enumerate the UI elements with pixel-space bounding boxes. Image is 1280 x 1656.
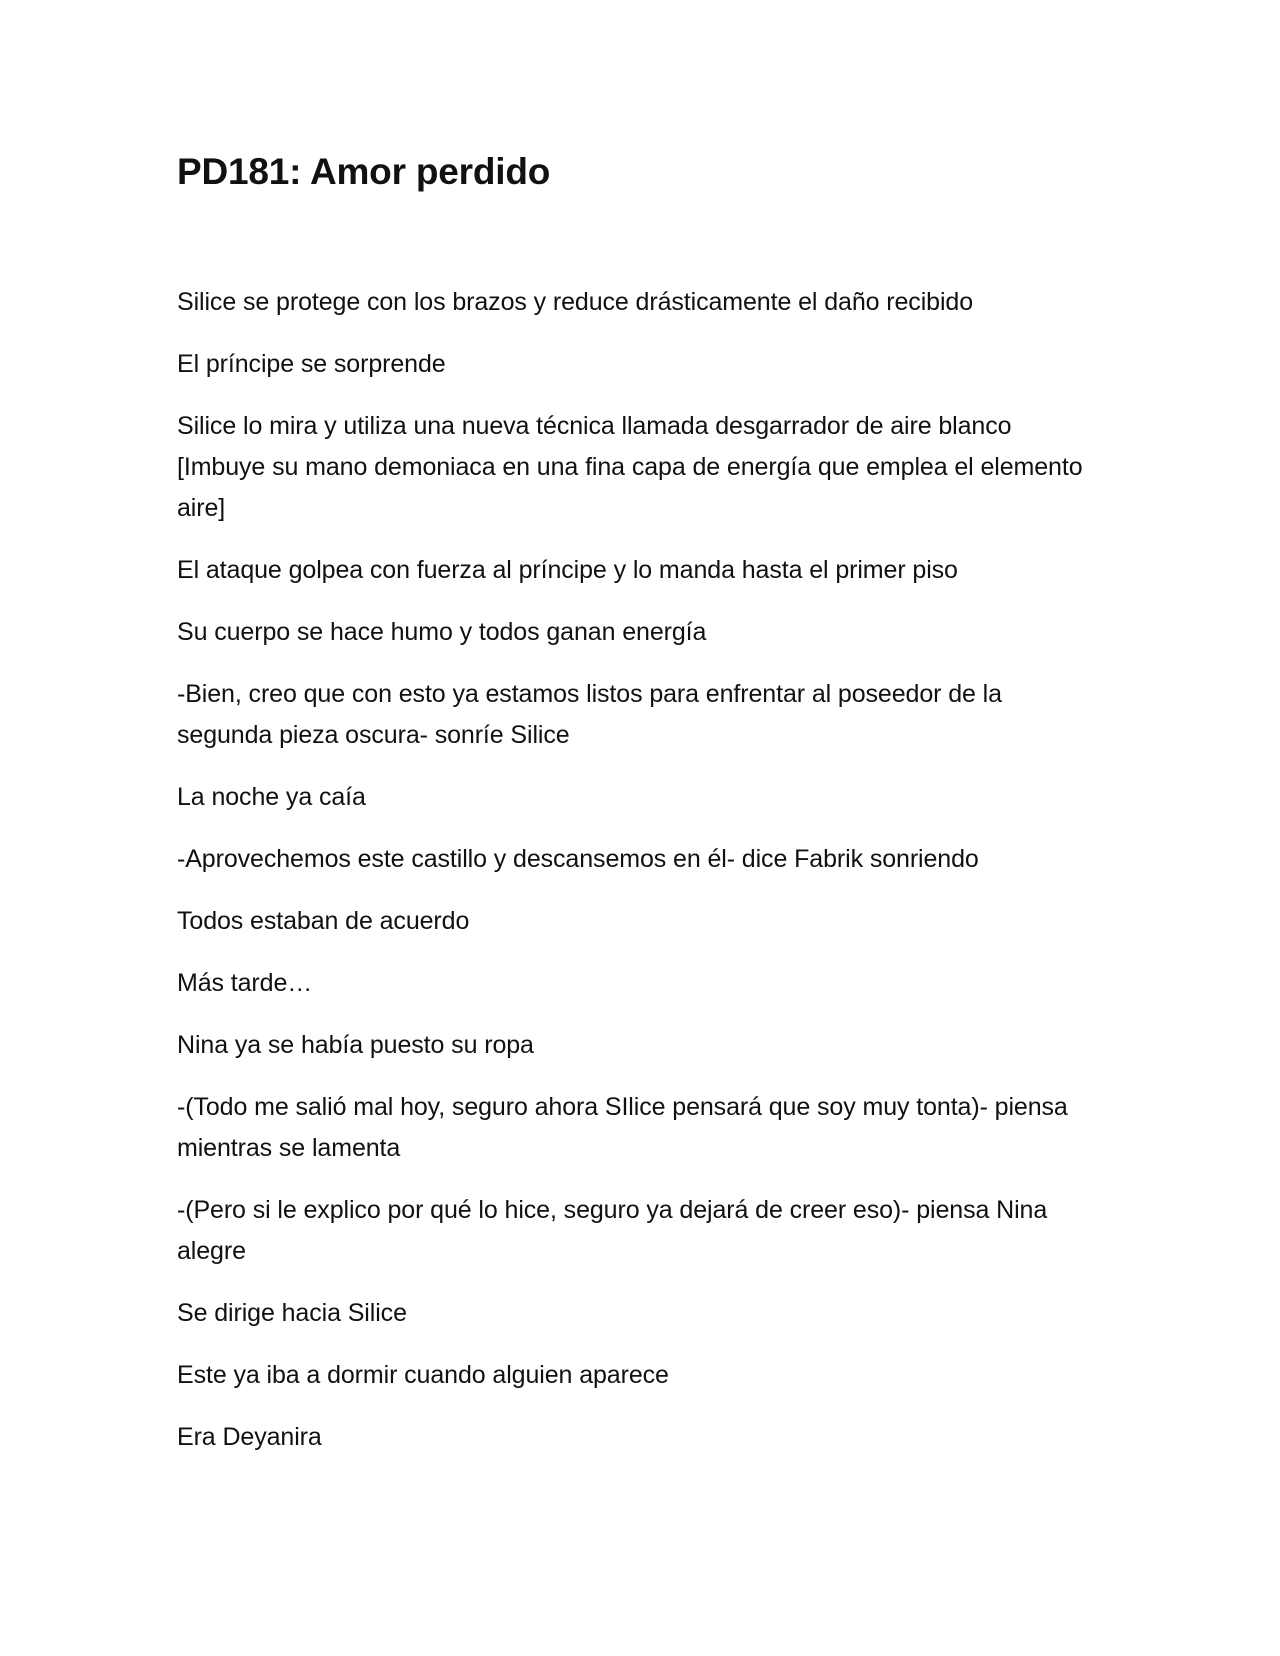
paragraph: -Aprovechemos este castillo y descansemos en él- dice Fabrik sonriendo bbox=[177, 845, 979, 873]
paragraph: Era Deyanira bbox=[177, 1423, 322, 1451]
paragraph: Nina ya se había puesto su ropa bbox=[177, 1031, 534, 1059]
paragraph: El ataque golpea con fuerza al príncipe y lo manda hasta el primer piso bbox=[177, 556, 958, 584]
paragraph: Todos estaban de acuerdo bbox=[177, 907, 470, 935]
document-body bbox=[177, 148, 1097, 1479]
paragraph: -Bien, creo que con esto ya estamos listos para enfrentar al poseedor de la segunda pieza oscura- sonríe Silice bbox=[177, 680, 1002, 749]
paragraph: -(Todo me salió mal hoy, seguro ahora SIlice pensará que soy muy tonta)- piensa mientras se lamenta bbox=[177, 1093, 1068, 1162]
paragraph: La noche ya caía bbox=[177, 783, 366, 811]
paragraph: Este ya iba a dormir cuando alguien aparece bbox=[177, 1361, 669, 1389]
paragraph: Su cuerpo se hace humo y todos ganan energía bbox=[177, 618, 707, 646]
paragraph: -(Pero si le explico por qué lo hice, seguro ya dejará de creer eso)- piensa Nina alegre bbox=[177, 1196, 1048, 1265]
paragraph: El príncipe se sorprende bbox=[177, 350, 446, 378]
document-title: PD181: Amor perdido bbox=[177, 151, 551, 192]
paragraph: Silice se protege con los brazos y reduce drásticamente el daño recibido bbox=[177, 288, 974, 316]
paragraph: Se dirige hacia Silice bbox=[177, 1299, 407, 1327]
paragraph: Silice lo mira y utiliza una nueva técnica llamada desgarrador de aire blanco [Imbuye su mano demoniaca en una fina capa de energía que emplea el elemento aire] bbox=[177, 412, 1083, 522]
paragraph: Más tarde… bbox=[177, 969, 313, 997]
